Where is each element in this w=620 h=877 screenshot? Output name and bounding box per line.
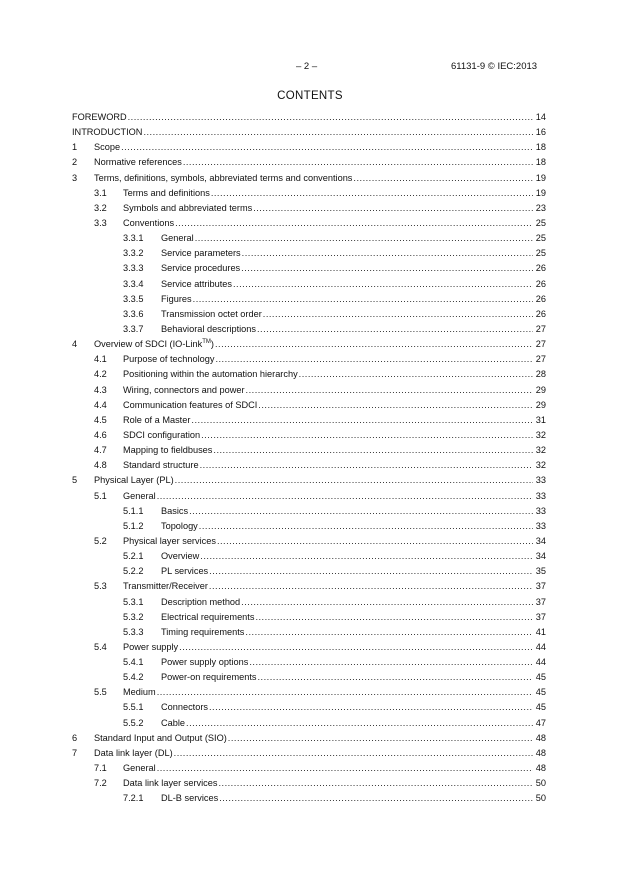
toc-entry-number: 5.1.1 (123, 505, 144, 516)
dot-leader (217, 534, 533, 549)
dot-leader (157, 685, 533, 700)
dot-leader (299, 367, 533, 382)
dot-leader (213, 443, 533, 458)
toc-entry-label: Terms, definitions, symbols, abbreviated terms and conventions (94, 171, 353, 186)
toc-entry-page: 27 (535, 323, 546, 334)
toc-entry-label: Overview of SDCI (IO-Link™) (94, 337, 215, 352)
toc-entry-page: 33 (535, 520, 546, 531)
toc-entry-number: 3 (72, 172, 78, 183)
toc-entry[interactable] (72, 776, 546, 791)
toc-entry-label: Positioning within the automation hierarchy (123, 367, 299, 382)
toc-entry-label: DL-B services (161, 791, 219, 806)
toc-entry-page: 26 (535, 308, 546, 319)
toc-entry-page: 45 (535, 687, 546, 698)
toc-entry-number: 4.4 (94, 399, 107, 410)
dot-leader (183, 155, 533, 170)
toc-entry-number: 4.5 (94, 414, 107, 425)
toc-entry-page: 29 (535, 399, 546, 410)
dot-leader (263, 307, 533, 322)
toc-entry-number: 5.2.2 (123, 566, 144, 577)
toc-entry-number: 1 (72, 142, 78, 153)
toc-entry-label: Physical layer services (123, 534, 217, 549)
toc-entry[interactable] (72, 504, 546, 519)
dot-leader (246, 383, 533, 398)
toc-entry[interactable] (72, 489, 546, 504)
toc-entry[interactable] (72, 337, 546, 352)
toc-entry-label: Topology (161, 519, 199, 534)
toc-entry-number: 4.3 (94, 384, 107, 395)
toc-entry-page: 14 (535, 112, 546, 122)
toc-entry-number: 4 (72, 339, 78, 350)
toc-entry-number: 3.3.3 (123, 263, 144, 274)
toc-entry-page: 44 (535, 641, 546, 652)
standard-reference: 61131-9 © IEC:2013 (451, 61, 538, 72)
dot-leader (121, 140, 533, 155)
dot-leader (258, 398, 533, 413)
toc-entry-number: 5.4.1 (123, 657, 144, 668)
toc-entry[interactable] (72, 595, 546, 610)
toc-entry-page: 50 (535, 778, 546, 789)
toc-entry[interactable] (72, 398, 546, 413)
toc-entry-page: 45 (535, 672, 546, 683)
toc-entry-label: General (161, 231, 195, 246)
dot-leader (241, 261, 533, 276)
toc-entry-number: 5.3.1 (123, 596, 144, 607)
toc-entry-number: 7 (72, 747, 78, 758)
toc-entry-label: Cable (161, 716, 186, 731)
toc-entry-page: 34 (535, 535, 546, 546)
dot-leader (215, 337, 533, 352)
toc-entry[interactable] (72, 519, 546, 534)
toc-entry[interactable] (72, 716, 546, 731)
toc-entry[interactable] (72, 610, 546, 625)
toc-entry[interactable] (72, 246, 546, 261)
toc-entry-label: Basics (161, 504, 189, 519)
dot-leader (191, 413, 533, 428)
toc-entry-page: 33 (535, 490, 546, 501)
toc-entry-label: Timing requirements (161, 625, 245, 640)
toc-entry-page: 19 (535, 187, 546, 198)
toc-entry-number: 4.8 (94, 460, 107, 471)
toc-entry[interactable] (72, 579, 546, 594)
toc-entry-page: 26 (535, 263, 546, 274)
toc-entry-number: 5.3.2 (123, 611, 144, 622)
toc-entry-number: 3.3.2 (123, 248, 144, 259)
dot-leader (353, 171, 533, 186)
toc-entry-label: Electrical requirements (161, 610, 255, 625)
trademark-superscript: TM (202, 339, 211, 346)
toc-entry-number: 7.2 (94, 778, 107, 789)
toc-entry[interactable] (72, 670, 546, 685)
dot-leader (258, 670, 534, 685)
toc-entry[interactable] (72, 322, 546, 337)
toc-entry[interactable] (72, 231, 546, 246)
toc-entry-label: Data link layer (DL) (94, 746, 174, 761)
toc-entry[interactable] (72, 186, 546, 201)
toc-entry-page: 37 (535, 611, 546, 622)
toc-entry-page: 45 (535, 702, 546, 713)
dot-leader (215, 352, 533, 367)
toc-entry-label: Standard structure (123, 458, 200, 473)
toc-entry[interactable] (72, 367, 546, 382)
dot-leader (199, 519, 533, 534)
toc-entry[interactable] (72, 140, 546, 155)
toc-entry-page: 25 (535, 217, 546, 228)
toc-entry-number: 2 (72, 157, 78, 168)
dot-leader (200, 458, 533, 473)
toc-entry-label: Behavioral descriptions (161, 322, 257, 337)
dot-leader (249, 655, 533, 670)
dot-leader (257, 322, 533, 337)
toc-entry-label: Power-on requirements (161, 670, 258, 685)
toc-entry[interactable] (72, 171, 546, 186)
toc-entry-page: 31 (535, 414, 546, 425)
toc-entry-number: 5.4 (94, 641, 107, 652)
dot-leader (233, 277, 533, 292)
toc-entry[interactable] (72, 685, 546, 700)
toc-entry-label: Symbols and abbreviated terms (123, 201, 253, 216)
toc-entry-page: 23 (535, 202, 546, 213)
dot-leader (195, 231, 533, 246)
toc-entry-label: Service parameters (161, 246, 242, 261)
toc-entry[interactable] (72, 731, 546, 746)
dot-leader (175, 473, 533, 488)
toc-entry[interactable] (72, 564, 546, 579)
toc-entry-page: 44 (535, 657, 546, 668)
toc-entry-page: 25 (535, 233, 546, 244)
toc-entry[interactable] (72, 700, 546, 715)
toc-entry-label: Transmitter/Receiver (123, 579, 209, 594)
toc-entry-page: 34 (535, 551, 546, 562)
dot-leader (241, 595, 533, 610)
dot-leader (245, 625, 533, 640)
toc-entry[interactable] (72, 625, 546, 640)
toc-entry-label: General (123, 761, 157, 776)
toc-entry[interactable] (72, 534, 546, 549)
toc-entry-label: Wiring, connectors and power (123, 383, 246, 398)
toc-entry[interactable] (72, 428, 546, 443)
toc-entry[interactable] (72, 746, 546, 761)
toc-entry[interactable] (72, 201, 546, 216)
toc-entry[interactable] (72, 761, 546, 776)
toc-entry-label: Data link layer services (123, 776, 218, 791)
toc-entry-label: Physical Layer (PL) (94, 473, 175, 488)
toc-entry-label: Role of a Master (123, 413, 191, 428)
table-of-contents (72, 110, 546, 806)
toc-entry-page: 37 (535, 596, 546, 607)
toc-entry[interactable] (72, 125, 546, 140)
dot-leader (242, 246, 533, 261)
toc-entry-label: Purpose of technology (123, 352, 215, 367)
dot-leader (174, 746, 533, 761)
toc-entry-page: 50 (535, 793, 546, 804)
contents-title: CONTENTS (277, 90, 343, 102)
toc-entry-number: 3.3.4 (123, 278, 144, 289)
toc-entry[interactable] (72, 352, 546, 367)
toc-entry-page: 18 (535, 157, 546, 168)
toc-entry-page: 48 (535, 763, 546, 774)
toc-entry[interactable] (72, 383, 546, 398)
toc-entry[interactable] (72, 413, 546, 428)
toc-entry-page: 48 (535, 732, 546, 743)
toc-entry-number: 4.7 (94, 445, 107, 456)
dot-leader (157, 761, 533, 776)
toc-entry-page: 32 (535, 429, 546, 440)
toc-entry-label: Description method (161, 595, 241, 610)
toc-entry-page: 25 (535, 248, 546, 259)
toc-entry-page: 35 (535, 566, 546, 577)
toc-entry[interactable] (72, 110, 546, 125)
toc-entry-label: SDCI configuration (123, 428, 201, 443)
toc-entry-label: Service attributes (161, 277, 233, 292)
toc-entry-label: INTRODUCTION (72, 125, 143, 140)
toc-entry-number: 5.3.3 (123, 626, 144, 637)
toc-entry-label: Connectors (161, 700, 209, 715)
toc-entry-number: 5.4.2 (123, 672, 144, 683)
toc-entry[interactable] (72, 216, 546, 231)
toc-entry-number: 3.3.6 (123, 308, 144, 319)
toc-entry-page: 28 (535, 369, 546, 380)
toc-entry-number: 6 (72, 732, 78, 743)
toc-entry-number: 5.5.1 (123, 702, 144, 713)
toc-entry-label: Overview (161, 549, 200, 564)
toc-entry-label: Transmission octet order (161, 307, 263, 322)
toc-entry-label: Power supply (123, 640, 179, 655)
toc-entry-label: Terms and definitions (123, 186, 211, 201)
toc-entry-page: 32 (535, 460, 546, 471)
toc-entry-page: 27 (535, 339, 546, 350)
toc-entry[interactable] (72, 791, 546, 806)
toc-entry-label: Communication features of SDCI (123, 398, 258, 413)
dot-leader (209, 564, 533, 579)
toc-entry-label: General (123, 489, 157, 504)
toc-entry-page: 27 (535, 354, 546, 365)
toc-entry-number: 4.6 (94, 429, 107, 440)
toc-entry-number: 7.2.1 (123, 793, 144, 804)
dot-leader (193, 292, 533, 307)
toc-entry-label: Service procedures (161, 261, 241, 276)
toc-entry-page: 26 (535, 278, 546, 289)
toc-entry-page: 33 (535, 505, 546, 516)
toc-entry-number: 3.1 (94, 187, 107, 198)
dot-leader (219, 791, 533, 806)
toc-entry-number: 3.2 (94, 202, 107, 213)
toc-entry[interactable] (72, 292, 546, 307)
toc-entry-label: Mapping to fieldbuses (123, 443, 213, 458)
toc-entry-label: Figures (161, 292, 193, 307)
toc-entry-number: 5.5.2 (123, 717, 144, 728)
toc-entry-page: 29 (535, 384, 546, 395)
toc-entry-label: Conventions (123, 216, 175, 231)
dot-leader (200, 549, 533, 564)
dot-leader (209, 579, 533, 594)
toc-entry-page: 41 (535, 626, 546, 637)
dot-leader (218, 776, 533, 791)
toc-entry-number: 3.3 (94, 217, 107, 228)
toc-entry-number: 3.3.1 (123, 233, 144, 244)
toc-entry-number: 4.1 (94, 354, 107, 365)
toc-entry-number: 5.2 (94, 535, 107, 546)
toc-entry-number: 5.1 (94, 490, 107, 501)
toc-entry-page: 48 (535, 747, 546, 758)
toc-entry-label: Medium (123, 685, 157, 700)
toc-entry-number: 7.1 (94, 763, 107, 774)
toc-entry-page: 32 (535, 445, 546, 456)
dot-leader (157, 489, 533, 504)
toc-entry-label: Scope (94, 140, 121, 155)
toc-entry[interactable] (72, 277, 546, 292)
dot-leader (201, 428, 533, 443)
dot-leader (179, 640, 533, 655)
toc-entry-label: FOREWORD (72, 110, 128, 125)
dot-leader (255, 610, 533, 625)
toc-entry-number: 5.2.1 (123, 551, 144, 562)
toc-entry[interactable] (72, 307, 546, 322)
toc-entry-page: 37 (535, 581, 546, 592)
toc-entry-label: Standard Input and Output (SIO) (94, 731, 228, 746)
toc-entry-page: 18 (535, 142, 546, 153)
dot-leader (143, 125, 533, 140)
toc-entry[interactable] (72, 261, 546, 276)
dot-leader (228, 731, 533, 746)
toc-entry-number: 3.3.7 (123, 323, 144, 334)
dot-leader (186, 716, 533, 731)
toc-entry-label: Power supply options (161, 655, 249, 670)
toc-entry[interactable] (72, 640, 546, 655)
dot-leader (209, 700, 533, 715)
toc-entry[interactable] (72, 443, 546, 458)
toc-entry-number: 5.5 (94, 687, 107, 698)
toc-entry[interactable] (72, 549, 546, 564)
toc-entry-page: 19 (535, 172, 546, 183)
toc-entry[interactable] (72, 155, 546, 170)
toc-entry-page: 47 (535, 717, 546, 728)
toc-entry-number: 5.1.2 (123, 520, 144, 531)
toc-entry-number: 5 (72, 475, 78, 486)
dot-leader (253, 201, 533, 216)
toc-entry-number: 3.3.5 (123, 293, 144, 304)
toc-entry[interactable] (72, 458, 546, 473)
toc-entry[interactable] (72, 655, 546, 670)
toc-entry-page: 26 (535, 293, 546, 304)
toc-entry-number: 4.2 (94, 369, 107, 380)
toc-entry-page: 33 (535, 475, 546, 486)
dot-leader (211, 186, 533, 201)
toc-entry[interactable] (72, 473, 546, 488)
dot-leader (189, 504, 533, 519)
toc-entry-page: 16 (535, 127, 546, 138)
dot-leader (128, 110, 533, 125)
toc-entry-label: PL services (161, 564, 209, 579)
label-suffix: ) (210, 339, 214, 350)
dot-leader (175, 216, 533, 231)
page-number: – 2 – (296, 61, 318, 72)
toc-entry-label: Normative references (94, 155, 183, 170)
toc-entry-number: 5.3 (94, 581, 107, 592)
